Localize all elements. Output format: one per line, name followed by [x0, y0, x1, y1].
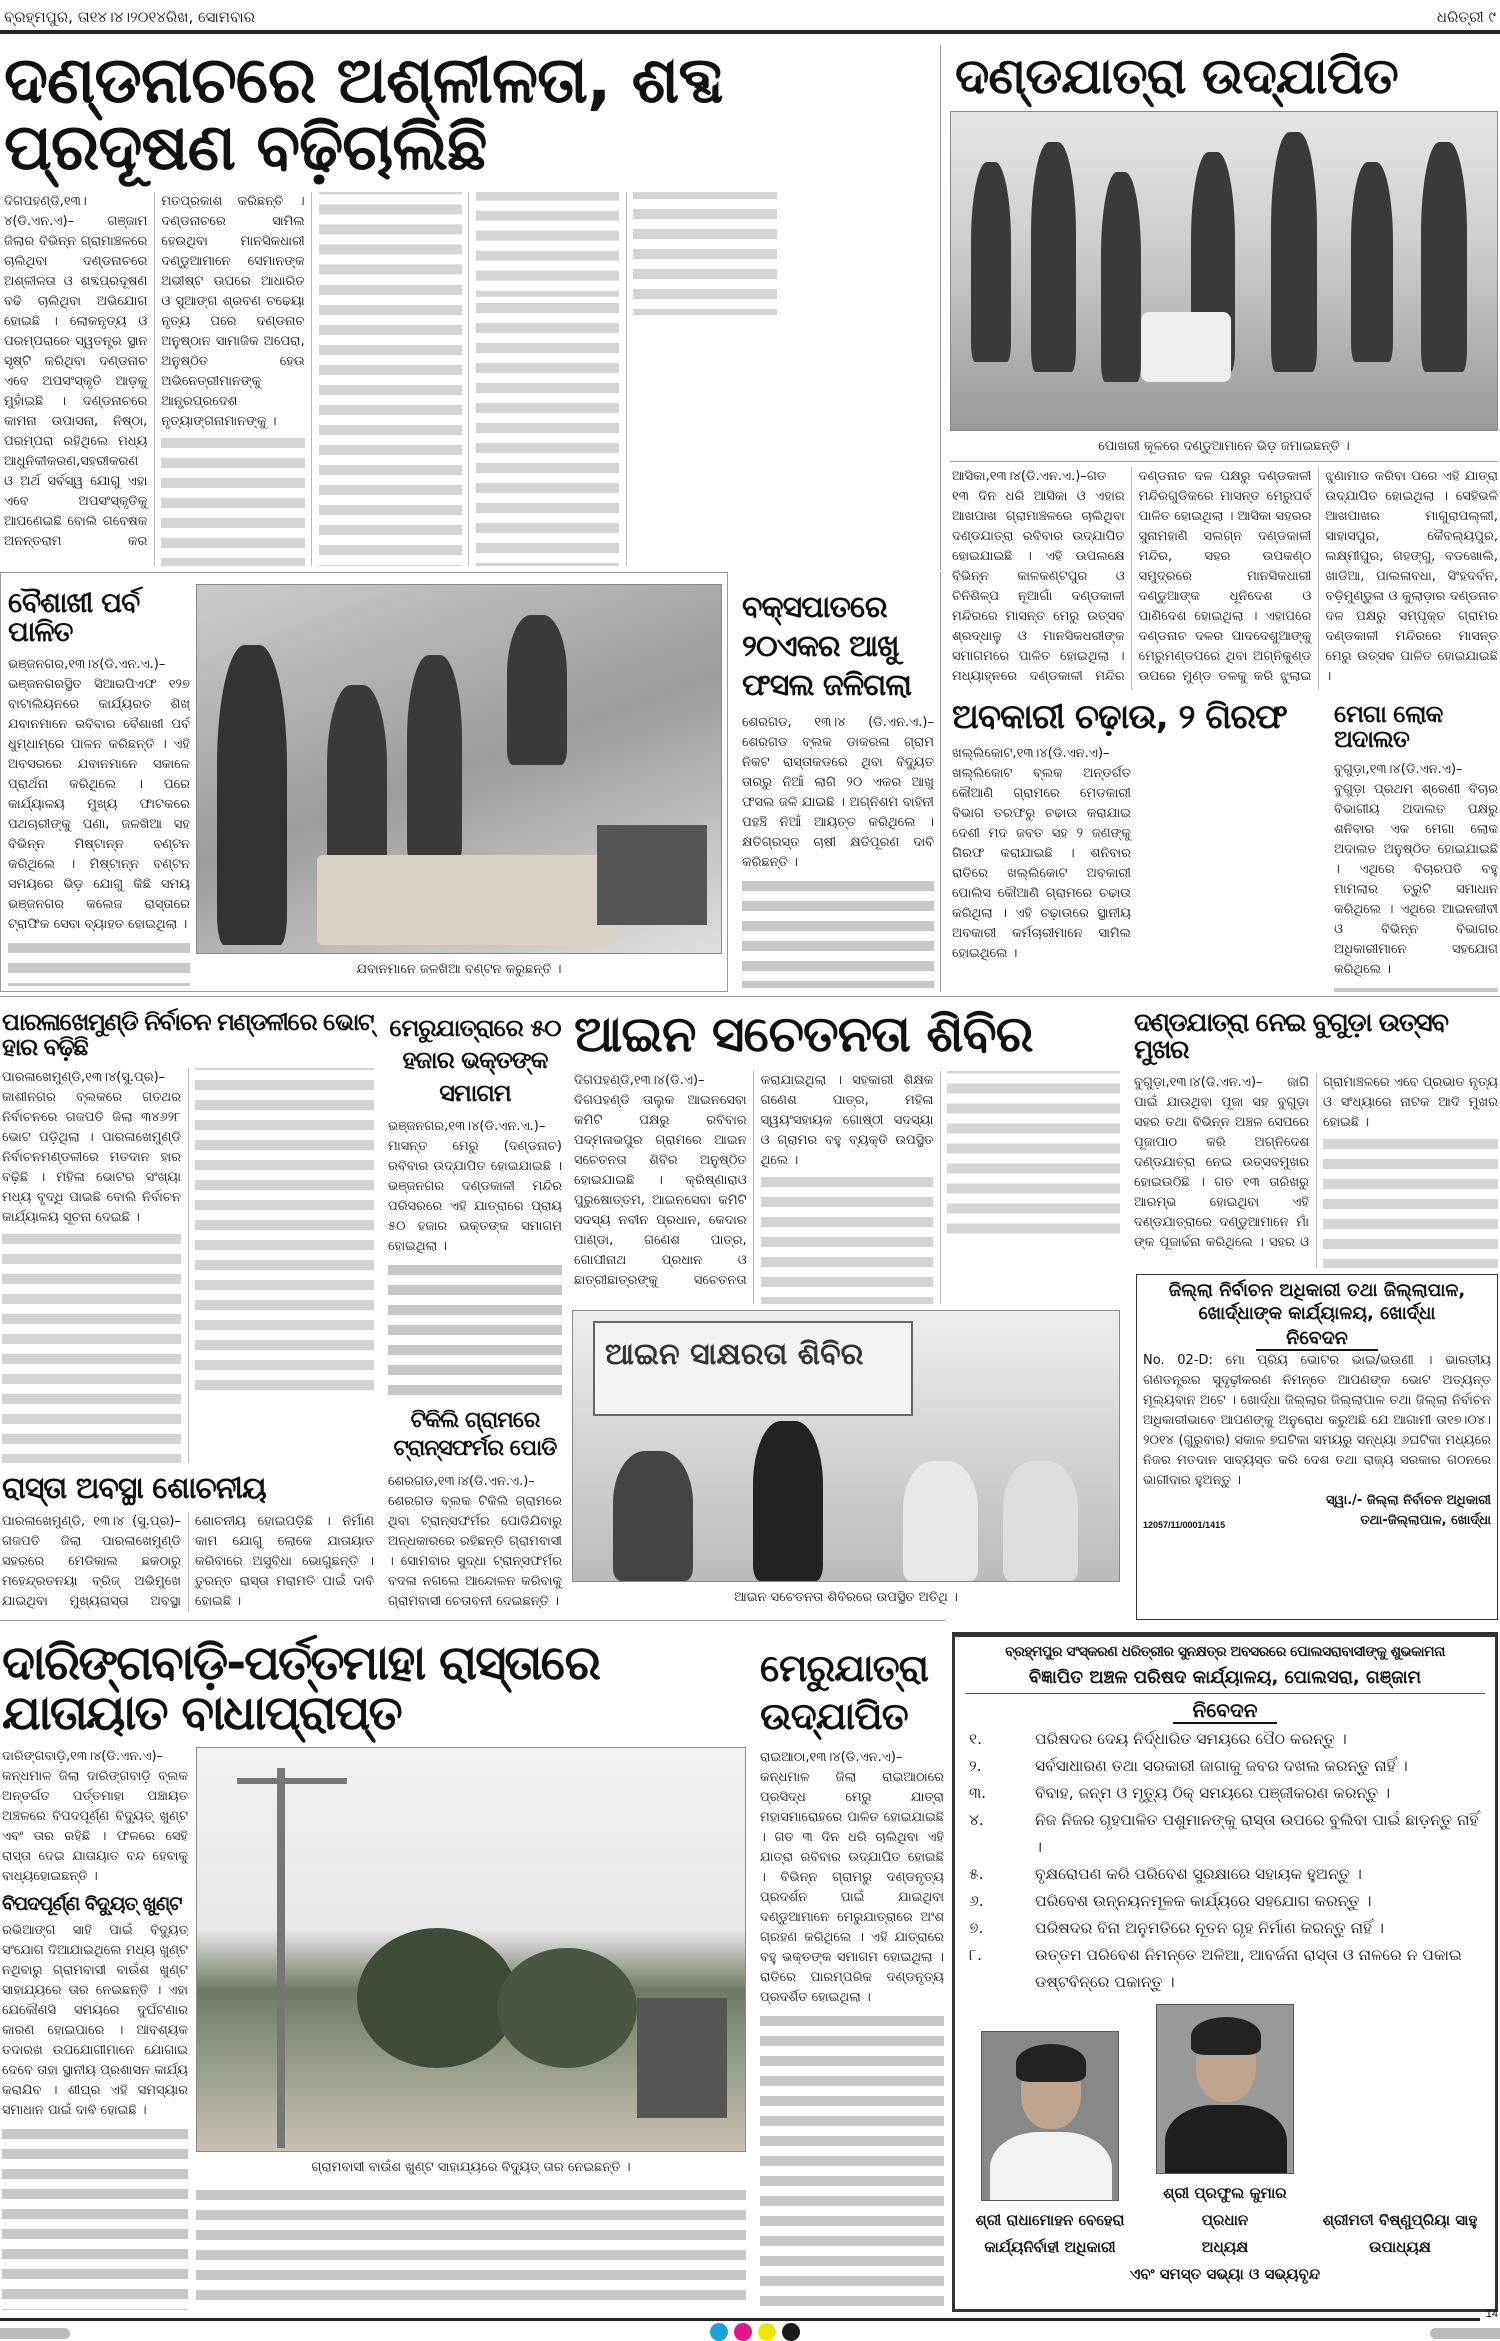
transformer-body: ଶେରଗଡ,୧୩।୪(ଡି.ଏନ.ଏ.)– ଶେରଗଡ ବ୍ଲକ ଟିକିଲି ଗ୍ରାମରେ ଥିବା ଟ୍ରାନ୍ସଫର୍ମର ପୋଡିଯିବାରୁ ଅନ୍ଧକାରରେ ରହିଛନ୍ତି ଗ୍ରାମବାସୀ । ସୋମବାର ସୁଦ୍ଧା ଟ୍ରାନ୍ସଫର୍ମର ବଦଳା ନଗଲେ ଆନ୍ଦୋଳନ କରିବାକୁ ଗ୍ରାମବାସୀ ଚେତାବନୀ ଦେଇଛନ୍ତି । [388, 1474, 562, 1609]
ad-greeting: ବ୍ରହ୍ମପୁର ସଂସ୍କରଣ ଧରିତ୍ରୀର ସୁନକ୍ଷତ୍ର ଅବସରରେ ପୋଲସରାବାସୀଙ୍କୁ ଶୁଭକାମନା [1005, 1644, 1445, 1660]
portrait-photo [981, 2031, 1119, 2201]
sugarcane-headline: ବକ୍ସପାତରେ ୨୦ଏକର ଆଖୁ ଫସଲ ଜଳିଗଲା [742, 590, 911, 703]
baisakhi-caption: ଯବାନମାନେ ଜଳଖିଆ ବଣ୍ଟନ କରୁଛନ୍ତି । [356, 962, 562, 977]
person-name: ଶ୍ରୀ ରାଧାମୋହନ ବେହେରା [975, 2211, 1125, 2229]
item-text: ପରିବେଶ ଉନ୍ନୟନମୂଳକ କାର୍ଯ୍ୟରେ ସହଯୋଗ କରନ୍ତୁ । [1035, 1892, 1372, 1910]
person-role: କାର୍ଯ୍ୟନିର୍ବାହୀ ଅଧିକାରୀ [984, 2238, 1116, 2256]
lead-headline: ଦଣ୍ଡନାଚରେ ଅଶ୍ଳୀଳତା, ଶବ୍ଦ ପ୍ରଦୂଷଣ ବଢ଼ିଚାଲିଛି [4, 44, 723, 186]
election-notice [1136, 1274, 1498, 1620]
dandayatra-body: ଆସିକା,୧୩।୪(ଡି.ଏନ.ଏ.)–ଗତ ୧୩ ଦିନ ଧରି ଆସିକା ଓ ଏହାର ଆଖପାଖ ଗ୍ରାମାଞ୍ଚଳରେ ଚାଲିଥିବା ଦଣ୍ଡଯାତ୍ରା ରବିବାର ଉଦ୍‌ଯାପିତ ହୋଇଯାଇଛି । ଏହି ଉପଲକ୍ଷେ ବିଭିନ୍ନ କାଳକଣ୍ଟପୁର ଓ ଚିନିଶିଳ୍ପ ନୂଆଗାଁ ଦଣ୍ଡକାଳୀ ମନ୍ଦିରରେ ମାସନ୍ତ ମେରୁ ଉତ୍ସବ ଶ୍ରଦ୍ଧାଳୁ ଓ ମାନସିକଧରୀଙ୍କ ସମାଗମରେ ପାଳିତ ହୋଇଥିଲା । ମଧ୍ୟାହ୍ନରେ ଦଣ୍ଡକାଳୀ ମନ୍ଦିର ଦଣ୍ଡନାଚ ଦଳ ପକ୍ଷରୁ ଦଣ୍ଡକାଳୀ ମନ୍ଦିରଗୁଡିକରେ ମାସନ୍ତ ମେରୁପର୍ବ ପାଳିତ ହୋଇଥିଲା । ଆସିକା ସହରର ସୁନାମହାଣି ସଲଗ୍ନ ଦଣ୍ଡକାଳୀ ମନ୍ଦିର, ସହର ଉପକଣ୍ଠ ସମୁଦ୍ରରେ ମାନସିକଧାରୀ ଦଣ୍ଡୁଆଙ୍କ ଧୂନିଦେଶ ଓ ପାଣିଦେଶ ହୋଇଥିଲା । ଏହାପରେ ଦଣ୍ଡନାଚ ଦଳର ପାଦଦେଶୁଆଙ୍କୁ ମେରୁମଣ୍ଡପରେ ଥିବା ଅଗ୍ନିକୁଣ୍ଡ ଉପରେ ମୁଣ୍ଡ ତଳକୁ କରି ଝୁଲାଇ ଝୁଣାମାଡ କରିବା ପରେ ଏହି ଯାତ୍ରା ଉଦ୍‌ଯାପିତ ହୋଇଥିଲା । ସେହିଭଳି ଆଖପାଖର ମାଗୁରାପଲ୍ଲୀ, ସାହାସପୁର, କୈବଲ୍ୟପୁର, ଲକ୍ଷ୍ମୀପୁର, ଗହଙ୍ଗୁ, ବଡଖୋଲି, ଖାଡିଆ, ପାଲଳାବଧା, ସିଂହଦର୍ବନ, ବଡ଼ିମୁଣ୍ଡୁଳା ଓ କୁଲାଡ଼ାର ଦଣ୍ଡନାଚ ଦଳ ପକ୍ଷରୁ ସମ୍ପୃକ୍ତ ଗ୍ରାମର ଦଣ୍ଡକାଳୀ ମନ୍ଦିରରେ ମାସନ୍ତ ମେରୁ ଉତ୍ସବ ପାଳିତ ହୋଇଯାଇଛି । [952, 468, 1498, 684]
meru50-body: ଭଞ୍ଜନଗର,୧୩।୪(ଡି.ଏନ.ଏ.)– ମାସନ୍ତ ମେରୁ (ଦଣ୍ଡନାଚ) ରବିବାର ଉଦ୍‌ଯାପିତ ହୋଇଯାଇଛି । ଭଞ୍ଜନଗର ଦଣ୍ଡକାଳୀ ମନ୍ଦିର ପରିସରରେ ଏହି ଯାତ୍ରାରେ ପ୍ରାୟ ୫୦ ହଜାର ଭକ୍ତଙ୍କ ସମାଗମ ହୋଇଥିଲା । [388, 1119, 562, 1255]
ad-list-item [955, 1726, 1495, 1753]
meru50-headline: ମେରୁଯାତ୍ରାରେ ୫୦ ହଜାର ଭକ୍ତଙ୍କ ସମାଗମ [389, 1014, 561, 1107]
color-registration-dot [782, 2323, 800, 2341]
pole-body: ରଭିଆଙ୍ଗ ସାହି ପାଇଁ ବିଦ୍ୟୁତ୍ ସଂଯୋଗ ଦିଆଯାଇଥିଲେ ମଧ୍ୟ ଖୁଣ୍ଟ ନଥିବାରୁ ଗ୍ରାମବାସୀ ବାଉଁଶ ଖୁଣ୍ଟ ସାହାଯ୍ୟରେ ତାର ନେଇଛନ୍ତି । ଏହା ଯେକୌଣସି ସମୟରେ ଦୁର୍ଘଟଣାର କାରଣ ହୋଇପାରେ । ଆବଶ୍ୟକ ତଦାରଖ ଉପଯୋଗୀମାନେ ଯୋଗାଇ ଦେବେ ତାହା ସ୍ଥାନୀୟ ପ୍ରଶାସନ କାର୍ଯ୍ୟ କରାଯିବ । ଶୀଘ୍ର ଏହି ସମସ୍ୟାର ସମାଧାନ ପାଇଁ ଦାବି ହୋଇଛି । [2, 1922, 188, 2118]
daring-caption: ଗ୍ରାମବାସୀ ବାଉଁଶ ଖୁଣ୍ଟ ସାହାଯ୍ୟରେ ବିଦ୍ୟୁତ୍ ତାର ନେଇଛନ୍ତି । [311, 2159, 631, 2175]
person-role: ଉପାଧ୍ୟକ୍ଷ [1369, 2238, 1431, 2256]
ad-subtitle: ନିବେଦନ [1173, 1698, 1278, 1724]
ad-list-item [955, 1861, 1495, 1888]
item-text: ନିଜ ନିଜର ଗୃହପାଳିତ ପଶୁମାନଙ୍କୁ ରାସ୍ତା ଉପରେ ବୁଲିବା ପାଇଁ ଛାଡ଼ନ୍ତୁ ନାହିଁ । [1035, 1811, 1479, 1856]
buguda-article [1134, 1010, 1498, 1268]
legal-photo [572, 1310, 1120, 1582]
legal-headline: ଆଇନ ସଚେତନତା ଶିବିର [574, 1005, 1033, 1063]
transformer-article [388, 1472, 562, 1612]
registration-bar [0, 2328, 70, 2339]
merudone-headline: ମେରୁଯାତ୍ରା ଉଦ୍‌ଯାପିତ [760, 1646, 928, 1738]
merudone-body: ରାଇଆଠା,୧୩।୪(ଡି.ଏନ.ଏ)– କନ୍ଧମାଳ ଜିଲା ରାଇଆଠାରେ ପ୍ରସିଦ୍ଧ ମେରୁ ଯାତ୍ରା ମହାସମାରୋହରେ ପାଳିତ ହୋଇଯାଇଛି । ଗତ ୩ ଦିନ ଧରି ଚାଲିଥିବା ଏହି ଯାତ୍ରା ରବିବାର ଉଦ୍‌ଯାପିତ ହୋଇଛି । ବିଭିନ୍ନ ଗ୍ରାମରୁ ଦଣ୍ଡନୃତ୍ୟ ପ୍ରଦର୍ଶନ ପାଇଁ ଯାଇଥିବା ଦଣ୍ଡୁଆମାନେ ମେରୁଯାତ୍ରାରେ ଅଂଶ ଗ୍ରହଣ କରିଥିଲେ । ଏହି ଯାତ୍ରାରେ ବହୁ ଭକ୍ତଙ୍କ ସମାଗମ ହୋଇଥିଲା । ରାତିରେ ପାରମ୍ପରିକ ଦଣ୍ଡନୃତ୍ୟ ପ୍ରଦର୍ଶିତ ହୋଇଥିଲା । [760, 1750, 944, 2005]
ad-list-item [955, 1888, 1495, 1915]
excise-body: ଖଲ୍ଲିକୋଟ,୧୩।୪(ଡି.ଏନ.ଏ)– ଖଲ୍ଲିକୋଟ ବ୍ଲକ ଅନ୍ତର୍ଗତ କୌଆଣି ଗ୍ରାମରେ ମେଡକାରୀ ବିଭାଗ ତରଫରୁ ଚଢାଉ କରାଯାଇ ଦେଶୀ ମଦ ଜବତ ସହ ୨ ଜଣଙ୍କୁ ଗିରଫ କରାଯାଇଛି । ଶନିବାର ରାତିରେ ଖଲ୍ଲିକୋଟ ଅବକାରୀ ପୋଲିସ କୌଆଣି ଗ୍ରାମରେ ଚଢାଉ କରିଥିଲା । ଏହି ଚଢ଼ାଉରେ ସ୍ଥାନୀୟ ଅବକାରୀ କର୍ମଚାରୀମାନେ ସାମିଲ ହୋଇଥିଲେ । [952, 745, 1131, 961]
notice-subtitle: ନିବେଦନ [1256, 1327, 1378, 1351]
dateline: ବ୍ରହ୍ମପୁର, ତା୧୪।୪।୨୦୧୪ରିଖ, ସୋମବାର [4, 8, 256, 26]
ad-list-item [955, 1753, 1495, 1780]
color-registration-dot [758, 2323, 776, 2341]
notice-office: ଖୋର୍ଦ୍ଧାଙ୍କ କାର୍ଯ୍ୟାଳୟ, ଖୋର୍ଦ୍ଧା [1198, 1303, 1436, 1324]
item-number: ୪. [969, 1811, 984, 1829]
item-text: ବୃକ୍ଷରୋପଣ କରି ପରିବେଶ ସୁରକ୍ଷାରେ ସହାୟକ ହୁଅନ୍ତୁ । [1035, 1865, 1362, 1883]
divider [950, 461, 1498, 462]
parla-headline: ପାରଳାଖେମୁଣ୍ଡି ନିର୍ବାଚନ ମଣ୍ଡଳୀରେ ଭୋଟ୍ ହାର ବଢ଼ିଛି [2, 1008, 374, 1062]
daring-body: ଦାରିଙ୍ଗବାଡ଼ି,୧୩।୪(ଡି.ଏନ.ଏ)– କନ୍ଧମାଳ ଜିଲା ଦାରିଙ୍ଗବାଡ଼ି ବ୍ଲକ ଅନ୍ତର୍ଗତ ପର୍ତ୍ତମାହା ପଞ୍ଚାୟତ ଅଞ୍ଚଳରେ ବିପଦପୂର୍ଣ୍ଣ ବିଦ୍ୟୁତ୍ ଖୁଣ୍ଟ ଏବଂ ତାର ରହିଛି । ଫଳରେ ସେହି ରାସ୍ତା ଦେଇ ଯାତାୟାତ ବନ୍ଦ ହେବାକୁ ବାଧ୍ୟହୋଇଛନ୍ତି । [2, 1748, 188, 1884]
dandayatra-caption: ପୋଖରୀ କୂଳରେ ଦଣ୍ଡୁଆମାନେ ଭିଡ଼ ଜମାଇଛନ୍ତି । [1098, 438, 1350, 454]
divider [0, 1620, 945, 1621]
legal-article [572, 1005, 1120, 1608]
column-divider [940, 572, 941, 992]
buguda-headline: ଦଣ୍ଡଯାତ୍ରା ନେଇ ବୁଗୁଡ଼ା ଉତ୍ସବ ମୁଖର [1134, 1008, 1448, 1066]
excise-headline: ଅବକାରୀ ଚଢ଼ାଉ, ୨ ଗିରଫ [952, 697, 1287, 737]
adalat-article [1334, 702, 1498, 992]
person-name: ଶ୍ରୀ ପ୍ରଫୁଲ କୁମାର ପ୍ରଧାନ [1163, 2184, 1287, 2229]
adalat-body: ବୁଗୁଡ଼ା,୧୩।୪(ଡି.ଏନ.ଏ)– ବୁଗୁଡ଼ା ପ୍ରଥମ ଶ୍ରେଣୀ ବିଚାର ବିଭାଗୀୟ ଅଦାଲତ ପକ୍ଷରୁ ଶନିବାର ଏକ ମେଗା ଲୋକ ଅଦାଲତ ଅନୁଷ୍ଠିତ ହୋଇଯାଇଛି । ଏଥିରେ ବିଚାରପତି ବହୁ ମାମଲାର ତ୍ରୁଟି ସମାଧାନ କରିଥିଲେ । ଏଥିରେ ଆଇନଜୀବୀ ଓ ବିଭିନ୍ନ ବିଭାଗର ଅଧିକାରୀମାନେ ସହଯୋଗ କରିଥିଲେ । [1334, 762, 1498, 978]
dandayatra-headline: ଦଣ୍ଡଯାତ୍ରା ଉଦ୍‌ଯାପିତ [955, 47, 1398, 105]
polasara-ad [952, 1632, 1498, 2312]
ad-list-item [955, 1807, 1495, 1861]
notice-code: 12057/11/0001/1415 [1143, 1520, 1226, 1530]
item-text: ଉତ୍ତମ ପରିବେଶ ନିମନ୍ତେ ଅଳିଆ, ଆବର୍ଜନା ରାସ୍ତା ଓ ନାଳରେ ନ ପକାଇ ଡଷ୍ଟବିନ୍‌ରେ ପକାନ୍ତୁ । [1035, 1946, 1462, 1991]
footer-rule [0, 2318, 1480, 2321]
parla-body: ପାରଳାଖେମୁଣ୍ଡି,୧୩।୪(ସୁ.ପ୍ର)– କାଶୀନଗର ବ୍ଲକରେ ଗତଥର ନିର୍ବାଚନରେ ଗଜପତି ଜିଲା ୩୪୬୨୮ ଭୋଟ ପଡ଼ିଥିଲା । ପାରଳାଖେମୁଣ୍ଡି ନିର୍ବାଚନମଣ୍ଡଳୀରେ ମତଦାନ ହାର ବଢ଼ିଛି । ମହିଳା ଭୋଟର ସଂଖ୍ୟା ମଧ୍ୟ ବୃଦ୍ଧି ପାଇଛି ବୋଲି ନିର୍ବାଚନ କାର୍ଯ୍ୟାଳୟ ସୂଚନା ଦେଇଛି । [2, 1070, 181, 1226]
item-number: ୫. [969, 1865, 984, 1883]
meru50-article [388, 1117, 562, 1399]
ad-list-item [955, 1915, 1495, 1942]
color-registration-dot [734, 2323, 752, 2341]
ad-list-item [955, 1942, 1495, 1996]
ad-list-item [955, 1780, 1495, 1807]
ad-footer: ଏବଂ ସମସ୍ତ ସଭ୍ୟା ଓ ସଭ୍ୟବୃନ୍ଦ [1129, 2265, 1321, 2283]
sugarcane-article [742, 588, 934, 988]
notice-text: No. 02-D: ମୋ ପ୍ରିୟ ଭୋଟର ଭାଇ/ଭଉଣୀ । ଭାରତୀୟ ଗଣତନ୍ତ୍ରର ସୁଦୃଢ଼ୀକରଣ ନିମନ୍ତେ ଆପଣଙ୍କ ଭୋଟ ଅତ୍ୟନ୍ତ ମୂଲ୍ୟବାନ ଅଟେ । ଖୋର୍ଦ୍ଧା ଜିଲ୍ଲାର ଜିଲ୍ଲାପାଳ ତଥା ଜିଲ୍ଲା ନିର୍ବାଚନ ଅଧିକାରୀଭାବେ ଆପଣଙ୍କୁ ଅନୁରୋଧ କରୁଅଛି ଯେ ଆଗାମୀ ତା୧୭।୦୪।୨୦୧୪ (ଗୁରୁବାର) ସକାଳ ୭ଘଟିକା ସମୟରୁ ସନ୍ଧ୍ୟା ୬ଘଟିକା ମଧ୍ୟରେ ନିଜର ମତଦାନ ସାବ୍ୟସ୍ତ କରି ଦେଶ ତଥା ରାଜ୍ୟ ସରକାର ଗଠନରେ ଭାଗୀଦାର ହୁଅନ୍ତୁ । [1143, 1353, 1491, 1488]
legal-body: ଦିଗପହଣ୍ଡି,୧୩।୪(ଡି.ଏ)– ଦିଗପହଣ୍ଡି ତାଲୁକ ଆଇନସେବା କମିଟି ପକ୍ଷରୁ ରବିବାର ପଦ୍ମନାଭପୁର ଗ୍ରାମରେ ଆଇନ ସଚେତନତା ଶିବିର ଅନୁଷ୍ଠିତ ହୋଇଯାଇଛି । କ୍ରିଷ୍ଣାରାଓ ପୁରୁଷୋତ୍ତମ, ଆଇନସେବା କମିଟି ସଦସ୍ୟ ନବୀନ ପ୍ରଧାନ, କେଦାର ପାଣ୍ଡା, ଗଣେଶ ପାତ୍ର, ଗୋପୀନାଥ ପ୍ରଧାନ ଓ ଛାତ୍ରୀଛାତ୍ରଙ୍କୁ ସଚେତନତା କରାଯାଇଥିଲା । ସହକାରୀ ଶିକ୍ଷକ ଗଣେଶ ପାତ୍ର, ମହିଳା ସ୍ୱୟଂସହାୟକ ଗୋଷ୍ଠୀ ସଦସ୍ୟା ଓ ଗ୍ରାମର ବହୁ ବ୍ୟକ୍ତି ଉପସ୍ଥିତ ଥିଲେ । [574, 1072, 934, 1288]
lead-body: ଦିଗପହଣ୍ଡି,୧୩।୪(ଡି.ଏନ.ଏ)– ଗଞ୍ଜାମ ଜିଲାର ବିଭିନ୍ନ ଗ୍ରାମାଞ୍ଚଳରେ ଚାଲିଥିବା ଦଣ୍ଡନାଚରେ ଅଶ୍ଳୀଳତା ଓ ଶବ୍ଦପ୍ରଦୂଷଣ ବଢି ଚାଲିଥିବା ଅଭିଯୋଗ ହୋଇଛି । ଲୋକନୃତ୍ୟ ଓ ପରମ୍ପରାରେ ସ୍ୱତନ୍ତ୍ର ସ୍ଥାନ ସୃଷ୍ଟି କରିଥିବା ଦଣ୍ଡନାଚ ଏବେ ଅପସଂସ୍କୃତି ଆଡ଼କୁ ମୁହାଁଇଛି । ଦଣ୍ଡନାଚରେ କାମନା ଉପାସନା, ନିଷ୍ଠା, ପରମ୍ପରା ରହିଥିଲେ ମଧ୍ୟ ଆଧୁନିକୀକରଣ,ସହରୀକରଣ ଓ ଅର୍ଥ ସର୍ବସ୍ୱ ଯୋଗୁ ଏହା ଏବେ ଅପସଂସ୍କୃତିକୁ ଆପଣେଇଛି ବୋଲି ଗବେଷକ ଅନନ୍ତରାମ କର ମତପ୍ରକାଶ କରିଛନ୍ତି । ଦଣ୍ଡନାଚରେ ସାମିଲ ହେଉଥିବା ମାନସିକଧାରୀ ଦଣ୍ଡୁଆମାନେ ସେମାନଙ୍କ ଅଭୀଷ୍ଟ ଉପରେ ଆଧାରିତ ଓ ସୁଆଙ୍ଗ ଶ୍ରବଣ ଚଢେୟା ନୃତ୍ୟ ପରେ ଦଣ୍ଡନାଚ ଅନୁଷ୍ଠାନ ସାମାଜିକ ଅପେରା, ଅନୁଷ୍ଠିତ ହେଉ ଅଭିନେତ୍ରୀମାନଙ୍କୁ ଆନ୍ଧ୍ରପ୍ରଦେଶ ନୃତ୍ୟାଙ୍ଗନାମାନଙ୍କୁ । [4, 194, 305, 550]
item-text: ପରିଷଦର ବିନା ଅନୁମତିରେ ନୂତନ ଗୃହ ନିର୍ମାଣ କରନ୍ତୁ ନାହିଁ । [1035, 1919, 1384, 1937]
divider [0, 996, 1500, 997]
road-headline: ରାସ୍ତା ଅବସ୍ଥା ଶୋଚନୀୟ [2, 1470, 266, 1506]
page-header [0, 0, 1500, 34]
merudone-article [760, 1645, 944, 2310]
item-number: ୭. [969, 1919, 984, 1937]
item-text: ବିବାହ, ଜନ୍ମ ଓ ମୃତ୍ୟୁ ଠିକ୍ ସମୟରେ ପଞ୍ଜୀକରଣ କରନ୍ତୁ । [1035, 1784, 1391, 1802]
item-number: ୩. [969, 1784, 987, 1802]
person-role: ଅଧ୍ୟକ୍ଷ [1201, 2238, 1249, 2256]
sugarcane-body: ଶେରଗଡ, ୧୩।୪ (ଡି.ଏନ.ଏ.)–ଶେରଗଡ ବ୍ଲକ ଡାକରଳା ଗ୍ରାମ ନିକଟ ରାସ୍ତାକଡରେ ଥିବା ବିଦ୍ୟୁତ ତାରରୁ ନିଆଁ ଲାଗି ୨୦ ଏକର ଆଖୁ ଫସଲ ଜଳି ଯାଇଛି । ଅଗ୍ନିଶମ ବାହିନୀ ପହଞ୍ଚି ନିଆଁ ଆୟତ୍ତ କରିଥିଲେ । କ୍ଷତିଗ୍ରସ୍ତ ଚାଷୀ କ୍ଷତିପୂରଣ ଦାବି କରିଛନ୍ତି । [742, 715, 934, 870]
notice-sign: ସ୍ୱା./- ଜିଲ୍ଲା ନିର୍ବାଚନ ଅଧିକାରୀ [1325, 1493, 1491, 1508]
baisakhi-photo [196, 584, 722, 954]
registration-bar [1430, 2328, 1500, 2339]
ad-people [955, 2004, 1495, 2261]
text-lines [196, 2184, 746, 2310]
baisakhi-body: ଭଞ୍ଜନଗର,୧୩।୪(ଡି.ଏନ.ଏ.)– ଭଞ୍ଜନଗରସ୍ଥିତ ସିଆରପିଏଫ ୧୨୭ ବାଟାଲିୟନରେ କାର୍ଯ୍ୟରତ ଶିଖ୍ ଯବାନମାନେ ରବିବାର ବୈଶାଖୀ ପର୍ବ ଧୁମ୍‌ଧାମ୍‌ରେ ପାଳନ କରିଛନ୍ତି । ଏହି ଅବସରରେ ଯବାନମାନେ ସକାଳେ ପ୍ରାର୍ଥନା କରିଥିଲେ । ପରେ କାର୍ଯ୍ୟାଳୟ ମୁଖ୍ୟ ଫାଟକରେ ପଥଚାରୀଙ୍କୁ ପଣା, ଜଳଖିଆ ସହ ବିଭିନ୍ନ ମିଷ୍ଟାନ୍ନ ବଣ୍ଟନ କରିଥିଲେ । ମିଷ୍ଟାନ୍ନ ବଣ୍ଟନ ସମୟରେ ଭିଡ଼ ଯୋଗୁ କିଛି ସମୟ ଭଞ୍ଜନଗର କଲେଜ ରାସ୍ତାରେ ଟ୍ରାଫିକ ସେବା ବ୍ୟାହତ ହୋଇଥିଲା । [8, 656, 190, 932]
baisakhi-headline: ବୈଶାଖୀ ପର୍ବ ପାଳିତ [8, 586, 140, 649]
baisakhi-article [8, 588, 190, 986]
ad-office: ବିଜ୍ଞାପିତ ଅଞ୍ଚଳ ପରିଷଦ କାର୍ଯ୍ୟାଳୟ, ପୋଲସରା, ଗଞ୍ଜାମ [965, 1663, 1485, 1694]
legal-caption: ଆଇନ ସଚେତନତା ଶିବିରରେ ଉପସ୍ଥିତ ଅତିଥି । [734, 1590, 958, 1605]
page-number: ଧରିତ୍ରୀ ୯ [1436, 8, 1496, 26]
item-number: ୮. [969, 1946, 983, 1964]
column-divider [940, 45, 941, 570]
item-number: ୨. [969, 1757, 982, 1775]
cmyk-marks [700, 2323, 810, 2341]
road-body: ପାରଳାଖେମୁଣ୍ଡି, ୧୩।୪ (ସୁ.ପ୍ର)–ଗଜପତି ଜିଲା ପାରଳାଖେମୁଣ୍ଡି ସହରରେ ମେଡିକାଲ ଛକଠାରୁ ମହେନ୍ଦ୍ରତନୟା ବ୍ରିଜ୍ ଅଭିମୁଖେ ଯାଇଥିବା ମୁଖ୍ୟରାସ୍ତା ଅବସ୍ଥା ଶୋଚନୀୟ ହୋଇପଡ଼ିଛି । ନିର୍ମାଣ କାମ ଯୋଗୁ ଲୋକେ ଯାତାୟାତ କରିବାରେ ଅସୁବିଧା ଭୋଗୁଛନ୍ତି । ତୁରନ୍ତ ରାସ୍ତା ମରାମତି ପାଇଁ ଦାବି ହୋଇଛି । [2, 1514, 374, 1609]
camp-banner: ଆଇନ ସାକ୍ଷରତା ଶିବିର [593, 1321, 913, 1416]
excise-article [952, 697, 1324, 992]
page-code: 14 [1485, 2308, 1498, 2320]
buguda-body: ବୁଗୁଡ଼ା,୧୩।୪(ଡି.ଏନ.ଏ)– ଜାଗି ପାଇଁ ଯାଉଥିବା ପୂଜା ସହ ବୁଗୁଡ଼ା ସହର ତଥା ବିଭିନ୍ନ ଅଞ୍ଚଳ ସେପରେ ପୂଜାପାଠ କରି ଅଗ୍ନିଦେଶ ଦଣ୍ଡଯାତ୍ରା ନେଇ ଉତ୍ସବମୁଖର ହୋଇଉଠିଛି । ଗତ ୧୩ ତାରିଖରୁ ଆରମ୍ଭ ହୋଇଥିବା ଏହି ଦଣ୍ଡଯାତ୍ରାରେ ଦଣ୍ଡୁଆମାନେ ମାଁ ଙ୍କ ପୂଜାର୍ଚ୍ଚନା କରିଥିଲେ । ସହର ଓ ଗ୍ରାମାଞ୍ଚଳରେ ଏବେ ପ୍ରଭାତ ନୃତ୍ୟ ଓ ସଂଧ୍ୟାରେ ନାଟକ ଆଦି ମୁଖର ହୋଇଛି । [1134, 1074, 1498, 1250]
pole-headline: ବିପଦପୂର୍ଣ୍ଣ ବିଦ୍ୟୁତ୍ ଖୁଣ୍ଟ [2, 1892, 182, 1915]
ad-list [955, 1726, 1495, 1996]
lead-article [4, 44, 934, 566]
daring-photo [196, 1747, 746, 2152]
portrait-photo [1156, 2004, 1294, 2174]
notice-title: ଜିଲ୍ଲା ନିର୍ବାଚନ ଅଧିକାରୀ ତଥା ଜିଲ୍ଲାପାଳ, [1168, 1280, 1466, 1301]
dandayatra-photo [950, 111, 1498, 431]
item-text: ସର୍ବସାଧାରଣ ତଥା ସରକାରୀ ଜାଗାକୁ ଜବର ଦଖଲ କରନ୍ତୁ ନାହିଁ । [1035, 1757, 1408, 1775]
parla-article [2, 1068, 374, 1462]
daring-headline: ଦାରିଙ୍ଗବାଡ଼ି-ପର୍ତ୍ତମାହା ରାସ୍ତାରେ ଯାତାୟାତ ବାଧାପ୍ରାପ୍ତ [2, 1635, 600, 1742]
color-registration-dot [710, 2323, 728, 2341]
parla-road-column [2, 1010, 374, 1612]
person-name: ଶ୍ରୀମତୀ ବିଷ୍ଣୁପ୍ରିୟା ସାହୁ [1322, 2211, 1478, 2229]
baisakhi-photo-block [196, 584, 722, 986]
item-text: ପରିଷଦର ଦେୟ ନିର୍ଦ୍ଧାରିତ ସମୟରେ ପୈଠ କରନ୍ତୁ । [1035, 1730, 1347, 1748]
item-number: ୬. [969, 1892, 984, 1910]
notice-sign-office: ତଥା-ଜିଲ୍ଲାପାଳ, ଖୋର୍ଦ୍ଧା [1360, 1513, 1491, 1528]
item-number: ୧. [969, 1730, 983, 1748]
road-article [2, 1512, 374, 1612]
meru-transformer-column [388, 1012, 562, 1612]
dandayatra-article [950, 47, 1498, 690]
transformer-headline: ଟିକିଲି ଗ୍ରାମରେ ଟ୍ରାନ୍ସଫର୍ମର ପୋଡି [393, 1407, 557, 1462]
adalat-headline: ମେଗା ଲୋକ ଅଦାଲତ [1334, 700, 1443, 754]
daring-article [2, 1635, 746, 2310]
